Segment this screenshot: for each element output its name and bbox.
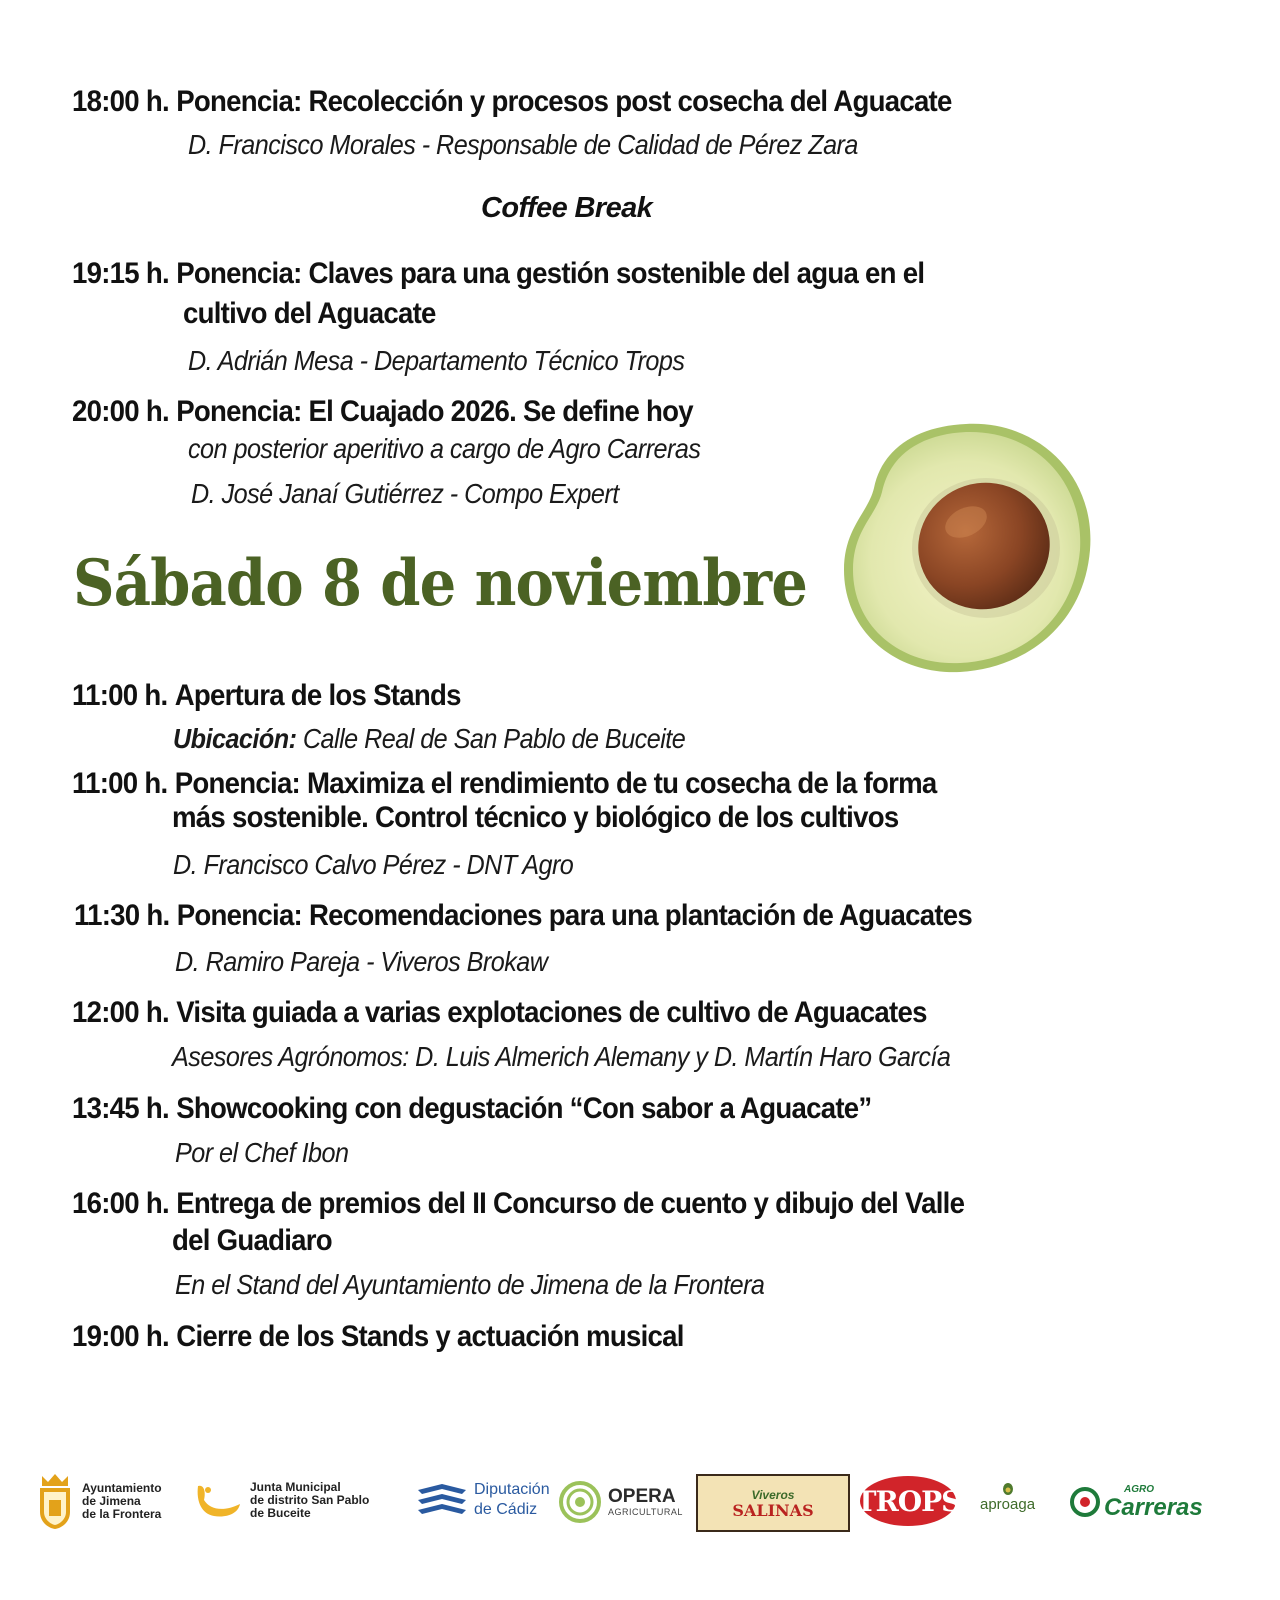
item-speaker: Por el Chef Ibon (175, 1137, 349, 1168)
ayuntamiento-logo (36, 1472, 162, 1530)
item-speaker: D. Ramiro Pareja - Viveros Brokaw (175, 946, 548, 977)
jimena-crest-icon (36, 1472, 74, 1530)
item-1915 (72, 256, 924, 292)
trops-text: TROPS (855, 1484, 961, 1518)
item-location (173, 722, 685, 756)
diputacion-line1: Diputación (474, 1481, 550, 1498)
junta-line1: Junta Municipal (250, 1479, 341, 1494)
junta-logo (194, 1480, 369, 1520)
item-time: 19:00 h. (72, 1320, 169, 1353)
item-speaker: D. Francisco Morales - Responsable de Calidad de Pérez Zara (188, 129, 858, 160)
item-time: 12:00 h. (72, 996, 169, 1029)
aproaga-logo (980, 1480, 1035, 1513)
item-note: con posterior aperitivo a cargo de Agro Carreras (188, 433, 701, 464)
opera-logo (558, 1480, 683, 1524)
agro-carreras-icon (1070, 1486, 1100, 1518)
item-1100-stands (72, 678, 461, 714)
viveros-line1: Viveros (751, 1488, 795, 1502)
item-time: 11:00 h. (72, 679, 168, 712)
coffee-break: Coffee Break (481, 192, 653, 224)
opera-line1: OPERA (608, 1486, 676, 1507)
diputacion-logo (416, 1480, 550, 1520)
viveros-line2: SALINAS (732, 1501, 814, 1520)
avocado-half-image (838, 418, 1100, 678)
agro-text: AGRO (1124, 1484, 1154, 1495)
opera-logo-icon (558, 1480, 602, 1524)
item-2000 (72, 394, 693, 430)
ayuntamiento-line1: Ayuntamiento (82, 1480, 162, 1495)
item-title: Showcooking con degustación “Con sabor a Aguacate” (176, 1092, 872, 1125)
item-title: Entrega de premios del II Concurso de cuento y dibujo del Valle (176, 1187, 965, 1220)
item-speaker: D. Adrián Mesa - Departamento Técnico Trops (188, 345, 685, 376)
item-title: Ponencia: Recolección y procesos post cosecha del Aguacate (176, 85, 952, 118)
item-1100-ponencia (72, 766, 937, 802)
item-title: Cierre de los Stands y actuación musical (176, 1320, 684, 1353)
item-title: Ponencia: Claves para una gestión sostenible del agua en el (176, 257, 925, 290)
item-time: 11:00 h. (72, 767, 168, 800)
location-value: Calle Real de San Pablo de Buceite (302, 723, 686, 754)
junta-line2: de distrito San Pablo (250, 1492, 370, 1507)
item-time: 20:00 h. (72, 395, 169, 428)
item-time: 19:15 h. (72, 257, 169, 290)
opera-line2: AGRICULTURAL (608, 1507, 683, 1517)
aproaga-text: aproaga (980, 1496, 1036, 1513)
item-time: 16:00 h. (72, 1187, 169, 1220)
item-title-cont: cultivo del Aguacate (183, 297, 436, 330)
viveros-salinas-logo (696, 1474, 850, 1532)
diputacion-line2: de Cádiz (474, 1501, 538, 1518)
diputacion-logo-icon (416, 1482, 468, 1518)
item-time: 11:30 h. (74, 899, 170, 932)
item-1900 (72, 1319, 684, 1355)
item-title: Apertura de los Stands (174, 679, 461, 712)
trops-logo (855, 1476, 961, 1526)
item-speaker: En el Stand del Ayuntamiento de Jimena de la Frontera (175, 1269, 765, 1300)
carreras-text: Carreras (1104, 1494, 1203, 1521)
item-title: Visita guiada a varias explotaciones de cultivo de Aguacates (176, 996, 927, 1029)
item-1800 (72, 84, 952, 120)
junta-line3: de Buceite (250, 1505, 311, 1520)
item-1130 (74, 898, 972, 934)
item-title: Ponencia: Recomendaciones para una plantación de Aguacates (176, 899, 973, 932)
ayuntamiento-line3: de la Frontera (82, 1506, 162, 1521)
agro-carreras-logo (1070, 1484, 1203, 1520)
item-1600 (72, 1186, 964, 1222)
location-label: Ubicación: (173, 723, 297, 754)
item-speaker: D. José Janaí Gutiérrez - Compo Expert (191, 478, 619, 509)
junta-logo-icon (194, 1480, 244, 1520)
item-speaker: Asesores Agrónomos: D. Luis Almerich Alemany y D. Martín Haro García (172, 1041, 951, 1072)
item-title: Ponencia: Maximiza el rendimiento de tu cosecha de la forma (174, 767, 937, 800)
aproaga-leaf-icon (1001, 1480, 1015, 1496)
item-title: Ponencia: El Cuajado 2026. Se define hoy (176, 395, 693, 428)
day-title: Sábado 8 de noviembre (73, 546, 807, 621)
item-time: 13:45 h. (72, 1092, 169, 1125)
item-time: 18:00 h. (72, 85, 169, 118)
item-speaker: D. Francisco Calvo Pérez - DNT Agro (173, 849, 574, 880)
ayuntamiento-line2: de Jimena (82, 1493, 141, 1508)
item-1200 (72, 995, 927, 1031)
item-title-cont: más sostenible. Control técnico y biológico de los cultivos (172, 801, 899, 834)
item-title-cont: del Guadiaro (172, 1224, 332, 1257)
item-1345 (72, 1091, 871, 1127)
